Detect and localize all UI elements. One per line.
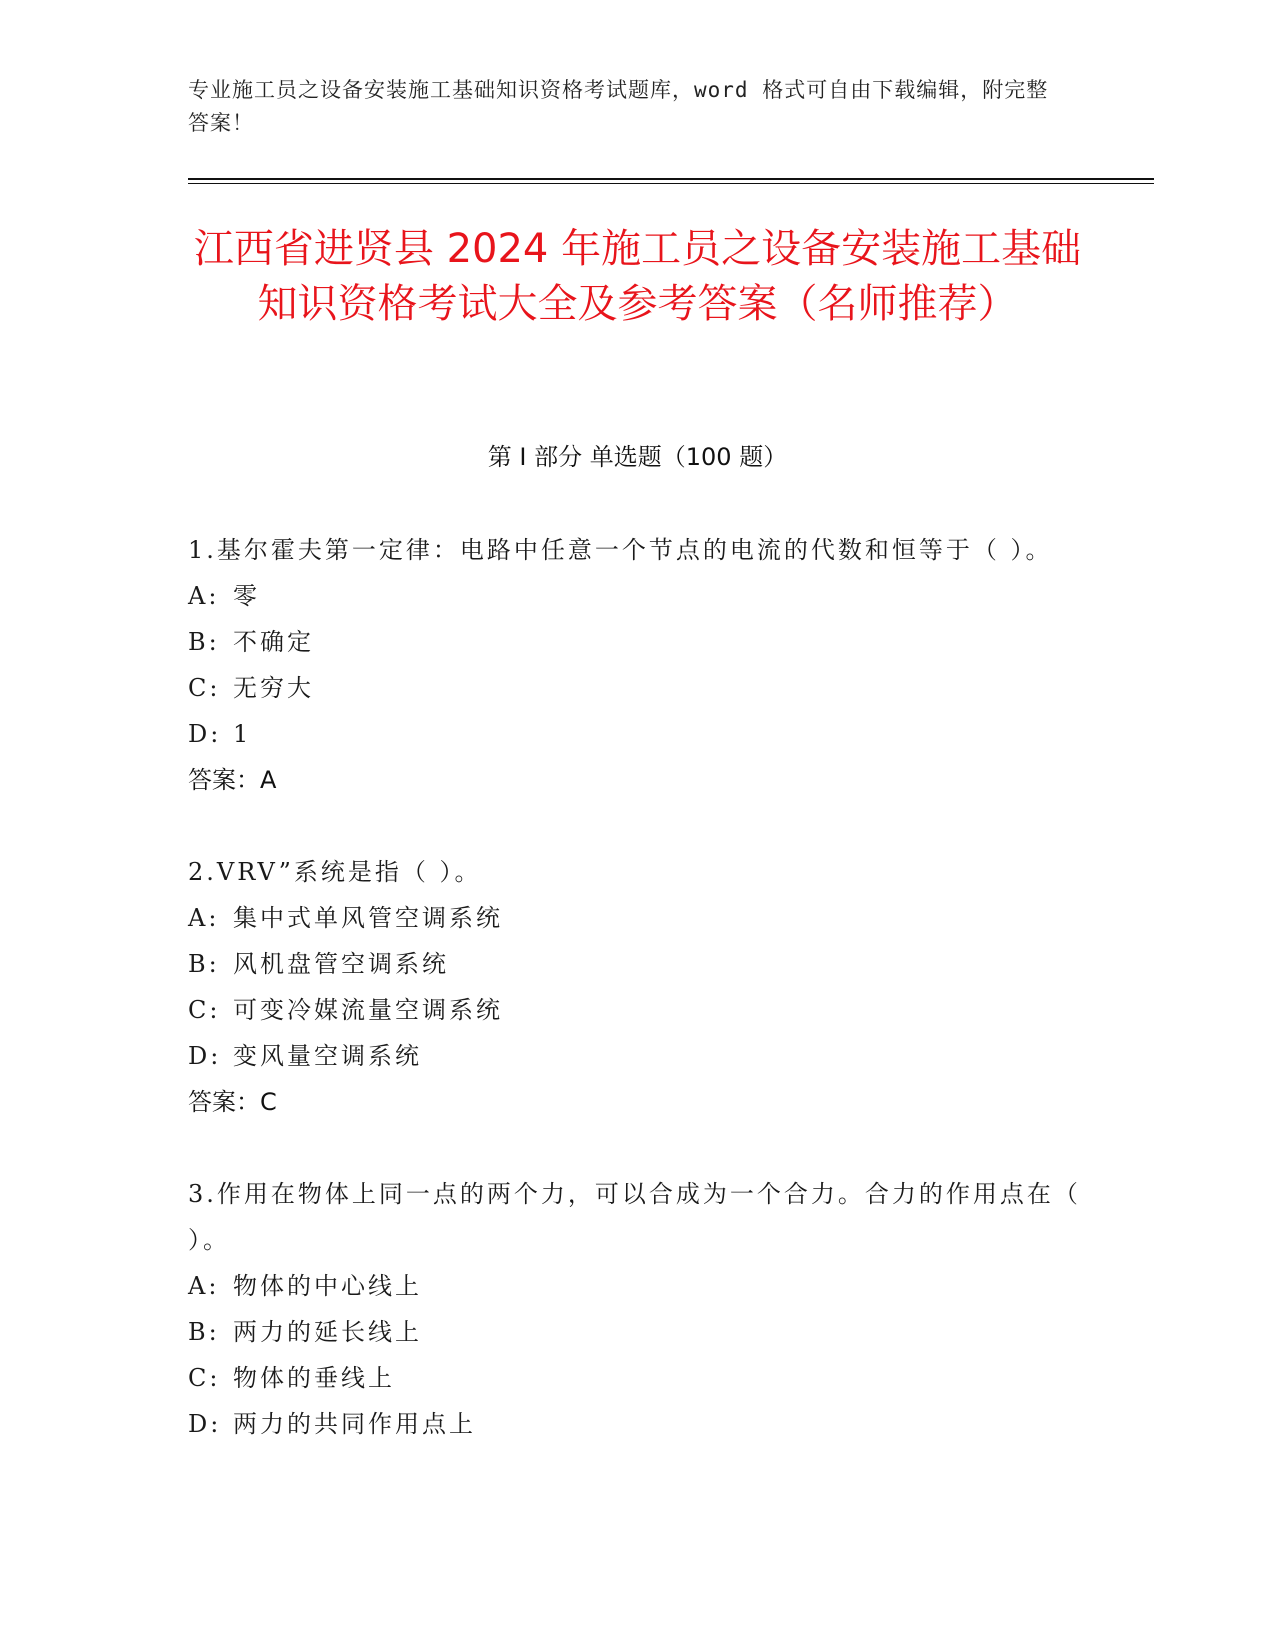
option-d [188,1401,1088,1447]
header-divider-thick [188,178,1154,180]
option-text: 不确定 [233,628,314,656]
option-letter: A: [188,904,220,932]
option-letter: B: [188,1318,220,1346]
option-c [188,987,1088,1033]
option-text: 无穷大 [233,674,314,702]
question-3 [188,1171,1088,1447]
option-text: 1 [233,720,252,748]
option-letter: A: [188,582,220,610]
option-text: 两力的延长线上 [233,1318,422,1346]
document-title: 江西省进贤县 2024 年施工员之设备安装施工基础知识资格考试大全及参考答案（名师推荐） [193,226,1082,327]
option-text: 风机盘管空调系统 [233,950,449,978]
option-letter: D: [188,1042,222,1070]
header-divider-thin [188,183,1154,184]
option-text: 可变冷媒流量空调系统 [233,996,503,1024]
option-letter: C: [188,674,221,702]
section-heading: 第 I 部分 单选题（100 题） [487,443,788,471]
question-2 [188,849,1088,1125]
option-c [188,1355,1088,1401]
question-stem: 1.基尔霍夫第一定律：电路中任意一个节点的电流的代数和恒等于（ ）。 [188,536,1053,564]
header-note: 专业施工员之设备安装施工基础知识资格考试题库，word 格式可自由下载编辑，附完整答案！ [188,78,1049,135]
option-a [188,895,1088,941]
option-a [188,1263,1088,1309]
option-text: 两力的共同作用点上 [233,1410,476,1438]
option-a [188,573,1088,619]
question-stem: 3.作用在物体上同一点的两个力，可以合成为一个合力。合力的作用点在（ ）。 [188,1180,1081,1254]
option-letter: B: [188,950,220,978]
option-b [188,1309,1088,1355]
option-d [188,1033,1088,1079]
option-text: 物体的垂线上 [233,1364,395,1392]
option-b [188,941,1088,987]
question-list [188,527,1088,1493]
option-text: 变风量空调系统 [233,1042,422,1070]
option-text: 集中式单风管空调系统 [233,904,503,932]
option-text: 物体的中心线上 [233,1272,422,1300]
option-b [188,619,1088,665]
option-letter: A: [188,1272,220,1300]
question-1 [188,527,1088,803]
option-letter: C: [188,996,221,1024]
option-d [188,711,1088,757]
option-letter: C: [188,1364,221,1392]
question-stem: 2.VRV”系统是指（ ）。 [188,858,482,886]
option-text: 零 [233,582,260,610]
option-c [188,665,1088,711]
option-letter: D: [188,1410,222,1438]
option-letter: D: [188,720,222,748]
option-letter: B: [188,628,220,656]
answer-line: 答案：C [188,1088,277,1116]
answer-line: 答案：A [188,766,277,794]
